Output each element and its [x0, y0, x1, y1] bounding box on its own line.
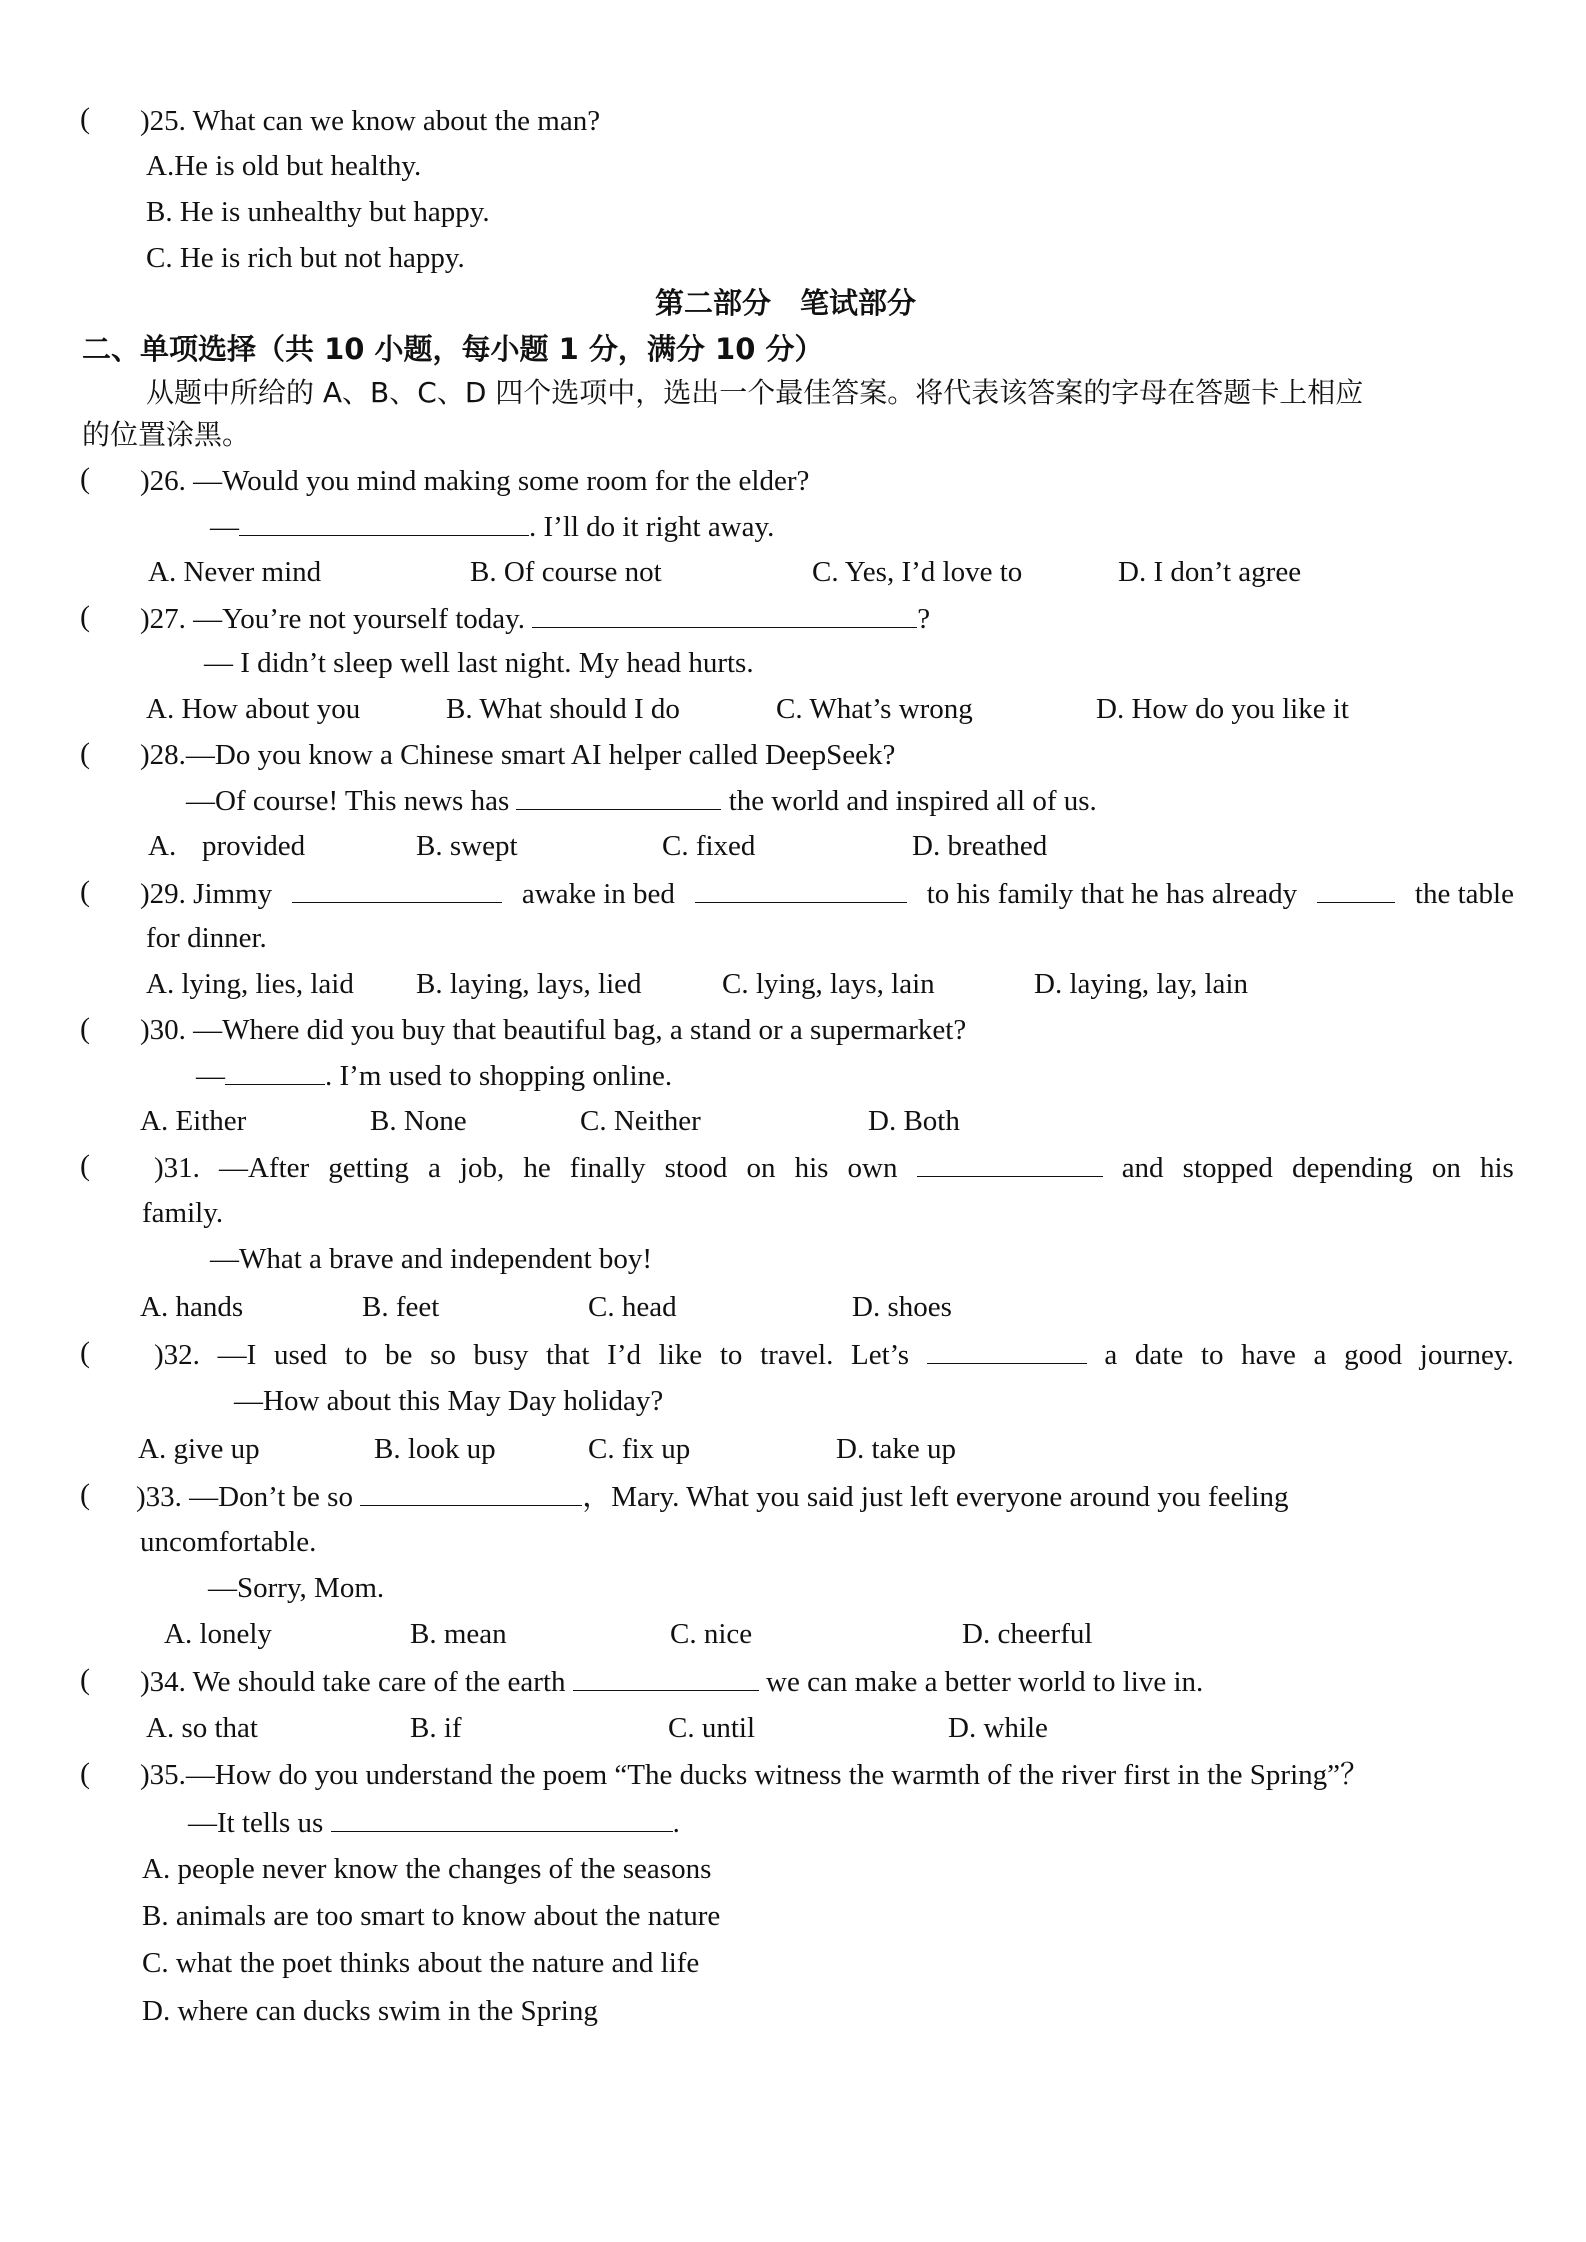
word: getting — [328, 1152, 409, 1184]
stem-text-end: we can make a better world to live in. — [766, 1666, 1204, 1698]
question-26-stem: )26. —Would you mind making some room for the elder? — [140, 465, 810, 497]
answer-blank — [927, 1337, 1087, 1364]
dash: — — [210, 511, 239, 543]
reply-text: —Of course! This news has — [186, 785, 510, 817]
word: own — [847, 1152, 898, 1184]
word: —I — [217, 1339, 257, 1371]
q31-option-b: B. feet — [362, 1291, 440, 1323]
word: on — [1431, 1152, 1461, 1184]
word: he — [523, 1152, 551, 1184]
question-27-stem — [140, 601, 930, 636]
q35-option-d: D. where can ducks swim in the Spring — [142, 1995, 598, 2027]
q28-option-d: D. breathed — [912, 830, 1048, 862]
q32-option-b: B. look up — [374, 1433, 496, 1465]
q31-option-a: A. hands — [140, 1291, 244, 1323]
reply-text: —It tells us — [188, 1807, 324, 1839]
question-27-reply: — I didn’t sleep well last night. My head hurts. — [204, 647, 754, 679]
stem-part: )29. Jimmy — [140, 878, 273, 910]
answer-paren: ( — [80, 1149, 90, 1182]
word: )31. — [154, 1152, 200, 1184]
q33-option-b: B. mean — [410, 1618, 507, 1650]
q33-option-c: C. nice — [670, 1618, 753, 1650]
stem-text-end: ，Mary. What you said just left everyone around you feeling — [582, 1481, 1289, 1513]
q34-option-c: C. until — [668, 1712, 756, 1744]
q30-option-a: A. Either — [140, 1105, 247, 1137]
question-31-reply: —What a brave and independent boy! — [210, 1243, 653, 1275]
stem-part: awake in bed — [521, 878, 675, 910]
q32-option-a: A. give up — [138, 1433, 260, 1465]
stem-text: )33. —Don’t be so — [136, 1481, 353, 1513]
reply-text: . I’m used to shopping online. — [325, 1060, 673, 1092]
q30-option-d: D. Both — [868, 1105, 960, 1137]
q26-option-b: B. Of course not — [470, 556, 662, 588]
answer-paren: ( — [80, 1478, 90, 1511]
stem-text: )34. We should take care of the earth — [140, 1666, 566, 1698]
question-30-stem: )30. —Where did you buy that beautiful bag, a stand or a supermarket? — [140, 1014, 967, 1046]
word: date — [1134, 1339, 1184, 1371]
answer-blank — [1317, 876, 1395, 903]
word: his — [1479, 1152, 1514, 1184]
q29-option-a: A. lying, lies, laid — [146, 968, 354, 1000]
word: to — [344, 1339, 368, 1371]
answer-blank — [292, 876, 502, 903]
question-31-cont: family. — [142, 1197, 224, 1229]
question-mark: ? — [917, 603, 931, 635]
word: finally — [569, 1152, 646, 1184]
word: a — [1104, 1339, 1118, 1371]
reply-text-end: the world and inspired all of us. — [728, 785, 1097, 817]
question-33-reply: —Sorry, Mom. — [208, 1572, 385, 1604]
word: good — [1344, 1339, 1403, 1371]
word: and — [1121, 1152, 1164, 1184]
answer-paren: ( — [80, 1663, 90, 1696]
question-28-stem: )28.—Do you know a Chinese smart AI helper called DeepSeek? — [140, 739, 896, 771]
q34-option-d: D. while — [948, 1712, 1048, 1744]
word: travel. — [760, 1339, 834, 1371]
answer-blank — [331, 1805, 673, 1832]
word: stopped — [1182, 1152, 1273, 1184]
q25-option-a: A.He is old but healthy. — [146, 150, 422, 182]
q27-option-b: B. What should I do — [446, 693, 680, 725]
q31-option-c: C. head — [588, 1291, 677, 1323]
q27-option-c: C. What’s wrong — [776, 693, 973, 725]
answer-paren: ( — [80, 102, 90, 135]
word: that — [546, 1339, 590, 1371]
q29-option-d: D. laying, lay, lain — [1034, 968, 1248, 1000]
answer-blank — [360, 1479, 582, 1506]
question-25-stem: )25. What can we know about the man? — [140, 105, 601, 137]
word: Let’s — [851, 1339, 910, 1371]
q35-option-a: A. people never know the changes of the seasons — [142, 1853, 712, 1885]
part-title: 第二部分 笔试部分 — [655, 286, 917, 320]
answer-blank — [917, 1150, 1103, 1177]
question-35-stem: )35.—How do you understand the poem “The ducks witness the warmth of the river first in the Spring”？ — [140, 1759, 1370, 1791]
answer-blank — [532, 601, 917, 628]
word: to — [719, 1339, 743, 1371]
word: to — [1200, 1339, 1224, 1371]
answer-paren: ( — [80, 1012, 90, 1045]
word: used — [273, 1339, 328, 1371]
word: on — [746, 1152, 776, 1184]
question-33-stem — [136, 1479, 1288, 1514]
q30-option-b: B. None — [370, 1105, 467, 1137]
answer-blank — [573, 1664, 759, 1691]
q33-option-d: D. cheerful — [962, 1618, 1093, 1650]
q33-option-a: A. lonely — [164, 1618, 272, 1650]
instruction-line-2: 的位置涂黑。 — [82, 418, 251, 451]
word: his — [794, 1152, 829, 1184]
q28-option-b: B. swept — [416, 830, 518, 862]
section-heading: 二、单项选择（共 10 小题，每小题 1 分，满分 10 分） — [82, 332, 824, 366]
word: busy — [473, 1339, 529, 1371]
q28-option-c: C. fixed — [662, 830, 756, 862]
stem-text: )27. —You’re not yourself today. — [140, 603, 526, 635]
word: —After — [219, 1152, 310, 1184]
q26-option-a: A. Never mind — [148, 556, 322, 588]
word: journey. — [1419, 1339, 1514, 1371]
question-28-reply — [186, 783, 1097, 818]
q35-option-c: C. what the poet thinks about the nature and life — [142, 1947, 700, 1979]
word: a — [1313, 1339, 1327, 1371]
q30-option-c: C. Neither — [580, 1105, 701, 1137]
q29-option-b: B. laying, lays, lied — [416, 968, 642, 1000]
question-32-stem — [154, 1337, 1514, 1372]
q28-option-a-letter: A. — [148, 830, 177, 862]
word: so — [430, 1339, 456, 1371]
instruction-line-1: 从题中所给的 A、B、C、D 四个选项中，选出一个最佳答案。将代表该答案的字母在答题卡上相应 — [146, 376, 1364, 409]
q35-option-b: B. animals are too smart to know about the nature — [142, 1900, 721, 1932]
word: )32. — [154, 1339, 200, 1371]
word: have — [1241, 1339, 1296, 1371]
word: I’d — [607, 1339, 641, 1371]
q32-option-c: C. fix up — [588, 1433, 691, 1465]
question-29-stem — [140, 876, 1514, 911]
word: like — [658, 1339, 703, 1371]
word: stood — [664, 1152, 728, 1184]
q26-option-c: C. Yes, I’d love to — [812, 556, 1023, 588]
question-26-reply — [210, 509, 774, 544]
question-31-stem — [154, 1150, 1514, 1185]
answer-paren: ( — [80, 1336, 90, 1369]
answer-paren: ( — [80, 737, 90, 770]
answer-blank — [225, 1058, 325, 1085]
q34-option-a: A. so that — [146, 1712, 258, 1744]
word: job, — [459, 1152, 505, 1184]
q28-option-a: provided — [202, 830, 306, 862]
word: depending — [1291, 1152, 1413, 1184]
answer-paren: ( — [80, 1757, 90, 1790]
word: be — [385, 1339, 413, 1371]
question-29-cont: for dinner. — [146, 922, 267, 954]
q27-option-a: A. How about you — [146, 693, 361, 725]
stem-part: the table — [1414, 878, 1514, 910]
stem-part: to his family that he has already — [926, 878, 1298, 910]
reply-text: . I’ll do it right away. — [529, 511, 775, 543]
q31-option-d: D. shoes — [852, 1291, 952, 1323]
q29-option-c: C. lying, lays, lain — [722, 968, 935, 1000]
dash: — — [196, 1060, 225, 1092]
answer-paren: ( — [80, 462, 90, 495]
answer-paren: ( — [80, 600, 90, 633]
answer-paren: ( — [80, 875, 90, 908]
q32-option-d: D. take up — [836, 1433, 956, 1465]
q25-option-c: C. He is rich but not happy. — [146, 242, 465, 274]
reply-period: . — [672, 1807, 680, 1839]
question-33-cont: uncomfortable. — [140, 1526, 317, 1558]
question-34-stem — [140, 1664, 1203, 1699]
answer-blank — [239, 509, 529, 536]
question-32-reply: —How about this May Day holiday? — [234, 1385, 664, 1417]
q34-option-b: B. if — [410, 1712, 462, 1744]
q27-option-d: D. How do you like it — [1096, 693, 1349, 725]
answer-blank — [695, 876, 907, 903]
q25-option-b: B. He is unhealthy but happy. — [146, 196, 490, 228]
question-30-reply — [196, 1058, 672, 1093]
word: a — [427, 1152, 441, 1184]
question-35-reply — [188, 1805, 680, 1840]
answer-blank — [516, 783, 721, 810]
q26-option-d: D. I don’t agree — [1118, 556, 1302, 588]
